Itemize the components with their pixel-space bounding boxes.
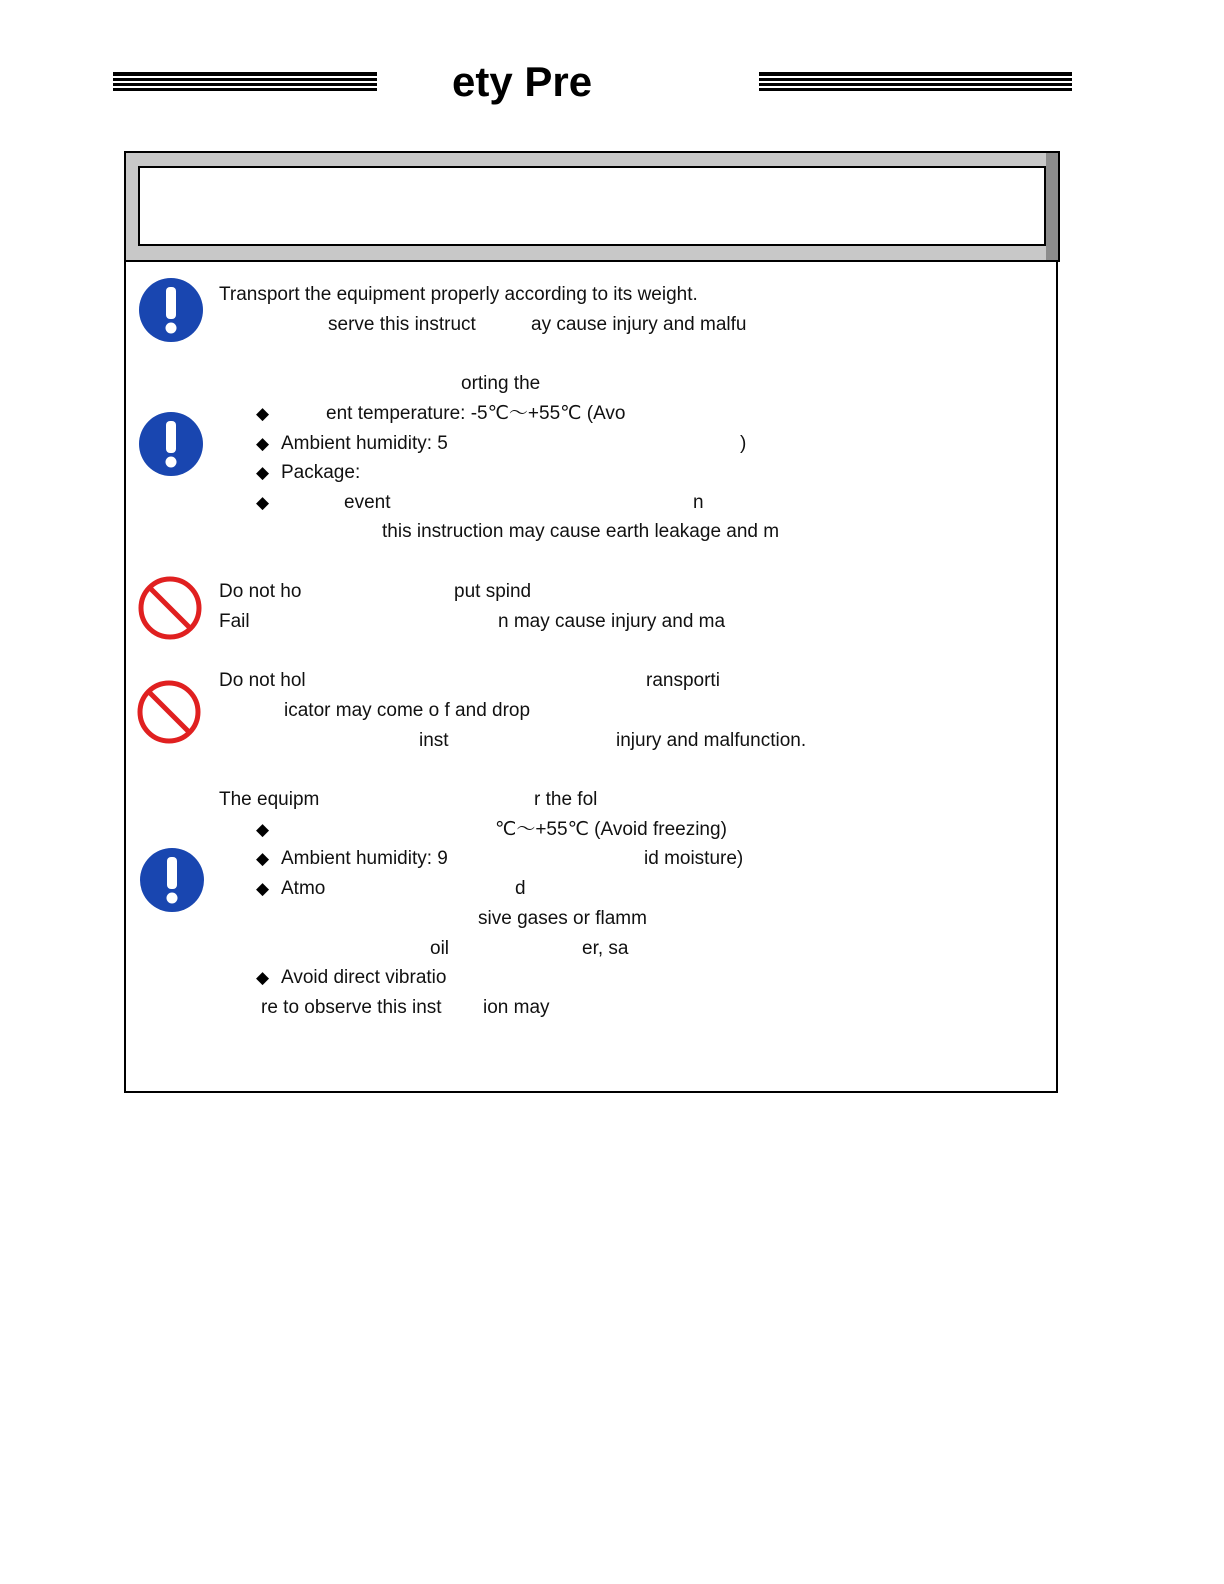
prohibition-circle-icon	[137, 575, 203, 641]
instruction-line: ay cause injury and malfu	[531, 314, 747, 335]
bullet-icon: ◆	[256, 968, 270, 987]
instruction-line: oil	[430, 938, 450, 959]
panel-header-label-box	[138, 166, 1046, 246]
page-title: ety Pre	[452, 58, 593, 105]
mandatory-exclamation-icon	[138, 411, 204, 477]
instruction-line: this instruction may cause earth leakage and m	[382, 521, 780, 542]
mandatory-exclamation-icon	[139, 847, 205, 913]
list-item: n	[693, 492, 704, 513]
instruction-line: injury and malfunction.	[616, 730, 807, 751]
bullet-icon: ◆	[256, 849, 270, 868]
list-item: )	[740, 433, 747, 454]
list-item: id moisture)	[644, 848, 744, 869]
instruction-line: n may cause injury and ma	[498, 611, 726, 632]
title-rule-right	[759, 72, 1072, 94]
bullet-icon: ◆	[256, 820, 270, 839]
list-item: ent temperature: -5℃～+55℃ (Avo	[326, 403, 626, 424]
instruction-line: sive gases or flamm	[478, 908, 647, 929]
bullet-icon: ◆	[256, 434, 270, 453]
instruction-line: inst	[419, 730, 449, 751]
list-item: Package:	[281, 462, 361, 483]
instruction-line: orting the	[461, 373, 541, 394]
instruction-line: ransporti	[646, 670, 720, 691]
instruction-line: put spind	[454, 581, 532, 602]
bullet-icon: ◆	[256, 879, 270, 898]
panel-header-frame	[124, 151, 1060, 262]
list-item: Ambient humidity: 5	[281, 433, 448, 454]
title-rule-left	[113, 72, 377, 94]
instruction-line: Transport the equipment properly according to its weight.	[219, 284, 698, 305]
instruction-line: serve this instruct	[328, 314, 476, 335]
mandatory-exclamation-icon	[138, 277, 204, 343]
list-item: Ambient humidity: 9	[281, 848, 448, 869]
instruction-line: The equipm	[219, 789, 320, 810]
bullet-icon: ◆	[256, 463, 270, 482]
instruction-line: re to observe this inst	[261, 997, 442, 1018]
list-item: event	[344, 492, 391, 513]
instruction-line: Do not hol	[219, 670, 306, 691]
instruction-line: Do not ho	[219, 581, 302, 602]
list-item: d	[515, 878, 526, 899]
instruction-line: er, sa	[582, 938, 629, 959]
instruction-line: Fail	[219, 611, 250, 632]
list-item: Atmo	[281, 878, 326, 899]
instruction-line: icator may come o f and drop	[284, 700, 531, 721]
prohibition-circle-icon	[136, 679, 202, 745]
instruction-line: ion may	[483, 997, 550, 1018]
list-item: ℃～+55℃ (Avoid freezing)	[495, 819, 727, 840]
bullet-icon: ◆	[256, 493, 270, 512]
bullet-icon: ◆	[256, 404, 270, 423]
instruction-line: r the fol	[534, 789, 598, 810]
list-item: Avoid direct vibratio	[281, 967, 447, 988]
